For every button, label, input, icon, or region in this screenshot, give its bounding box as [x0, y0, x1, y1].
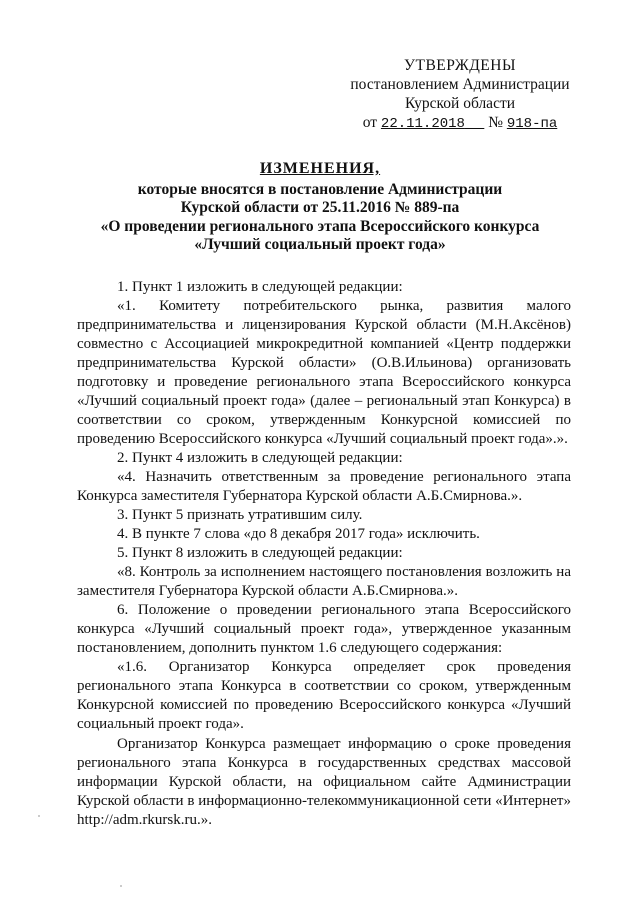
- heading-line-3: «О проведении регионального этапа Всероссийского конкурса: [100, 217, 540, 235]
- paragraph-9: 6. Положение о проведении регионального этапа Всероссийского конкурса «Лучший социальный проект года», утвержденное указанным постановлением, дополнить пунктом 1.6 следующего содержания:: [77, 602, 571, 656]
- date-value: 22.11.2018: [380, 116, 465, 132]
- heading-line-1: которые вносятся в постановление Администрации: [137, 180, 503, 198]
- heading-main: ИЗМЕНЕНИЯ,: [259, 160, 381, 177]
- paragraph-5: 3. Пункт 5 признать утратившим силу.: [117, 507, 363, 523]
- paragraph-10: «1.6. Организатор Конкурса определяет срок проведения регионального этапа Конкурса в соответствии со сроком, утвержденным Конкурсной комиссией по проведению Всероссийского конкурса «Лучший социальный проект года».: [77, 659, 571, 732]
- approval-line-1: постановлением Администрации: [350, 76, 570, 93]
- approval-title: УТВЕРЖДЕНЫ: [404, 57, 516, 74]
- heading-line-2: Курской области от 25.11.2016 № 889-па: [180, 199, 460, 216]
- paragraph-7: 5. Пункт 8 изложить в следующей редакции:: [117, 545, 403, 561]
- approval-line-2: Курской области: [404, 95, 516, 112]
- paragraph-11: Организатор Конкурса размещает информацию о сроке проведения регионального этапа Конкурса в государственных средствах массовой информации Курской области, на официальном сайте Администрации Курской области в информационно-телекоммуникационной сети «Интернет» http://adm.rkursk.ru.».: [77, 736, 571, 828]
- approval-block: [330, 56, 590, 134]
- heading-line-4: «Лучший социальный проект года»: [194, 236, 446, 253]
- paragraph-3: 2. Пункт 4 изложить в следующей редакции:: [117, 450, 403, 466]
- paragraph-1: 1. Пункт 1 изложить в следующей редакции:: [117, 279, 403, 295]
- number-value: 918-па: [506, 116, 558, 132]
- paragraph-4: «4. Назначить ответственным за проведение регионального этапа Конкурса заместителя Губернатора Курской области А.Б.Смирнова.».: [77, 469, 571, 504]
- scan-speck: [120, 885, 122, 887]
- paragraph-2: «1. Комитету потребительского рынка, развития малого предпринимательства и лицензирования Курской области (М.Н.Аксёнов) совместно с Ассоциацией микрокредитной компанией «Центр поддержки предпринимательства Курской области» (О.В.Ильинова) организовать подготовку и проведение регионального этапа Всероссийского конкурса «Лучший социальный проект года» (далее – региональный этап Конкурса) в соответствии со сроком, утвержденным Конкурсной комиссией по проведению Всероссийского конкурса «Лучший социальный проект года».».: [77, 298, 571, 447]
- approval-date-line: [330, 113, 590, 134]
- document-body: [77, 278, 571, 830]
- paragraph-8: «8. Контроль за исполнением настоящего постановления возложить на заместителя Губернатора Курской области А.Б.Смирнова.».: [77, 564, 571, 599]
- scan-speck: [38, 815, 40, 817]
- paragraph-6: 4. В пункте 7 слова «до 8 декабря 2017 года» исключить.: [117, 526, 480, 542]
- date-prefix: от: [362, 114, 378, 131]
- number-prefix: №: [488, 114, 503, 131]
- document-heading: [60, 160, 580, 255]
